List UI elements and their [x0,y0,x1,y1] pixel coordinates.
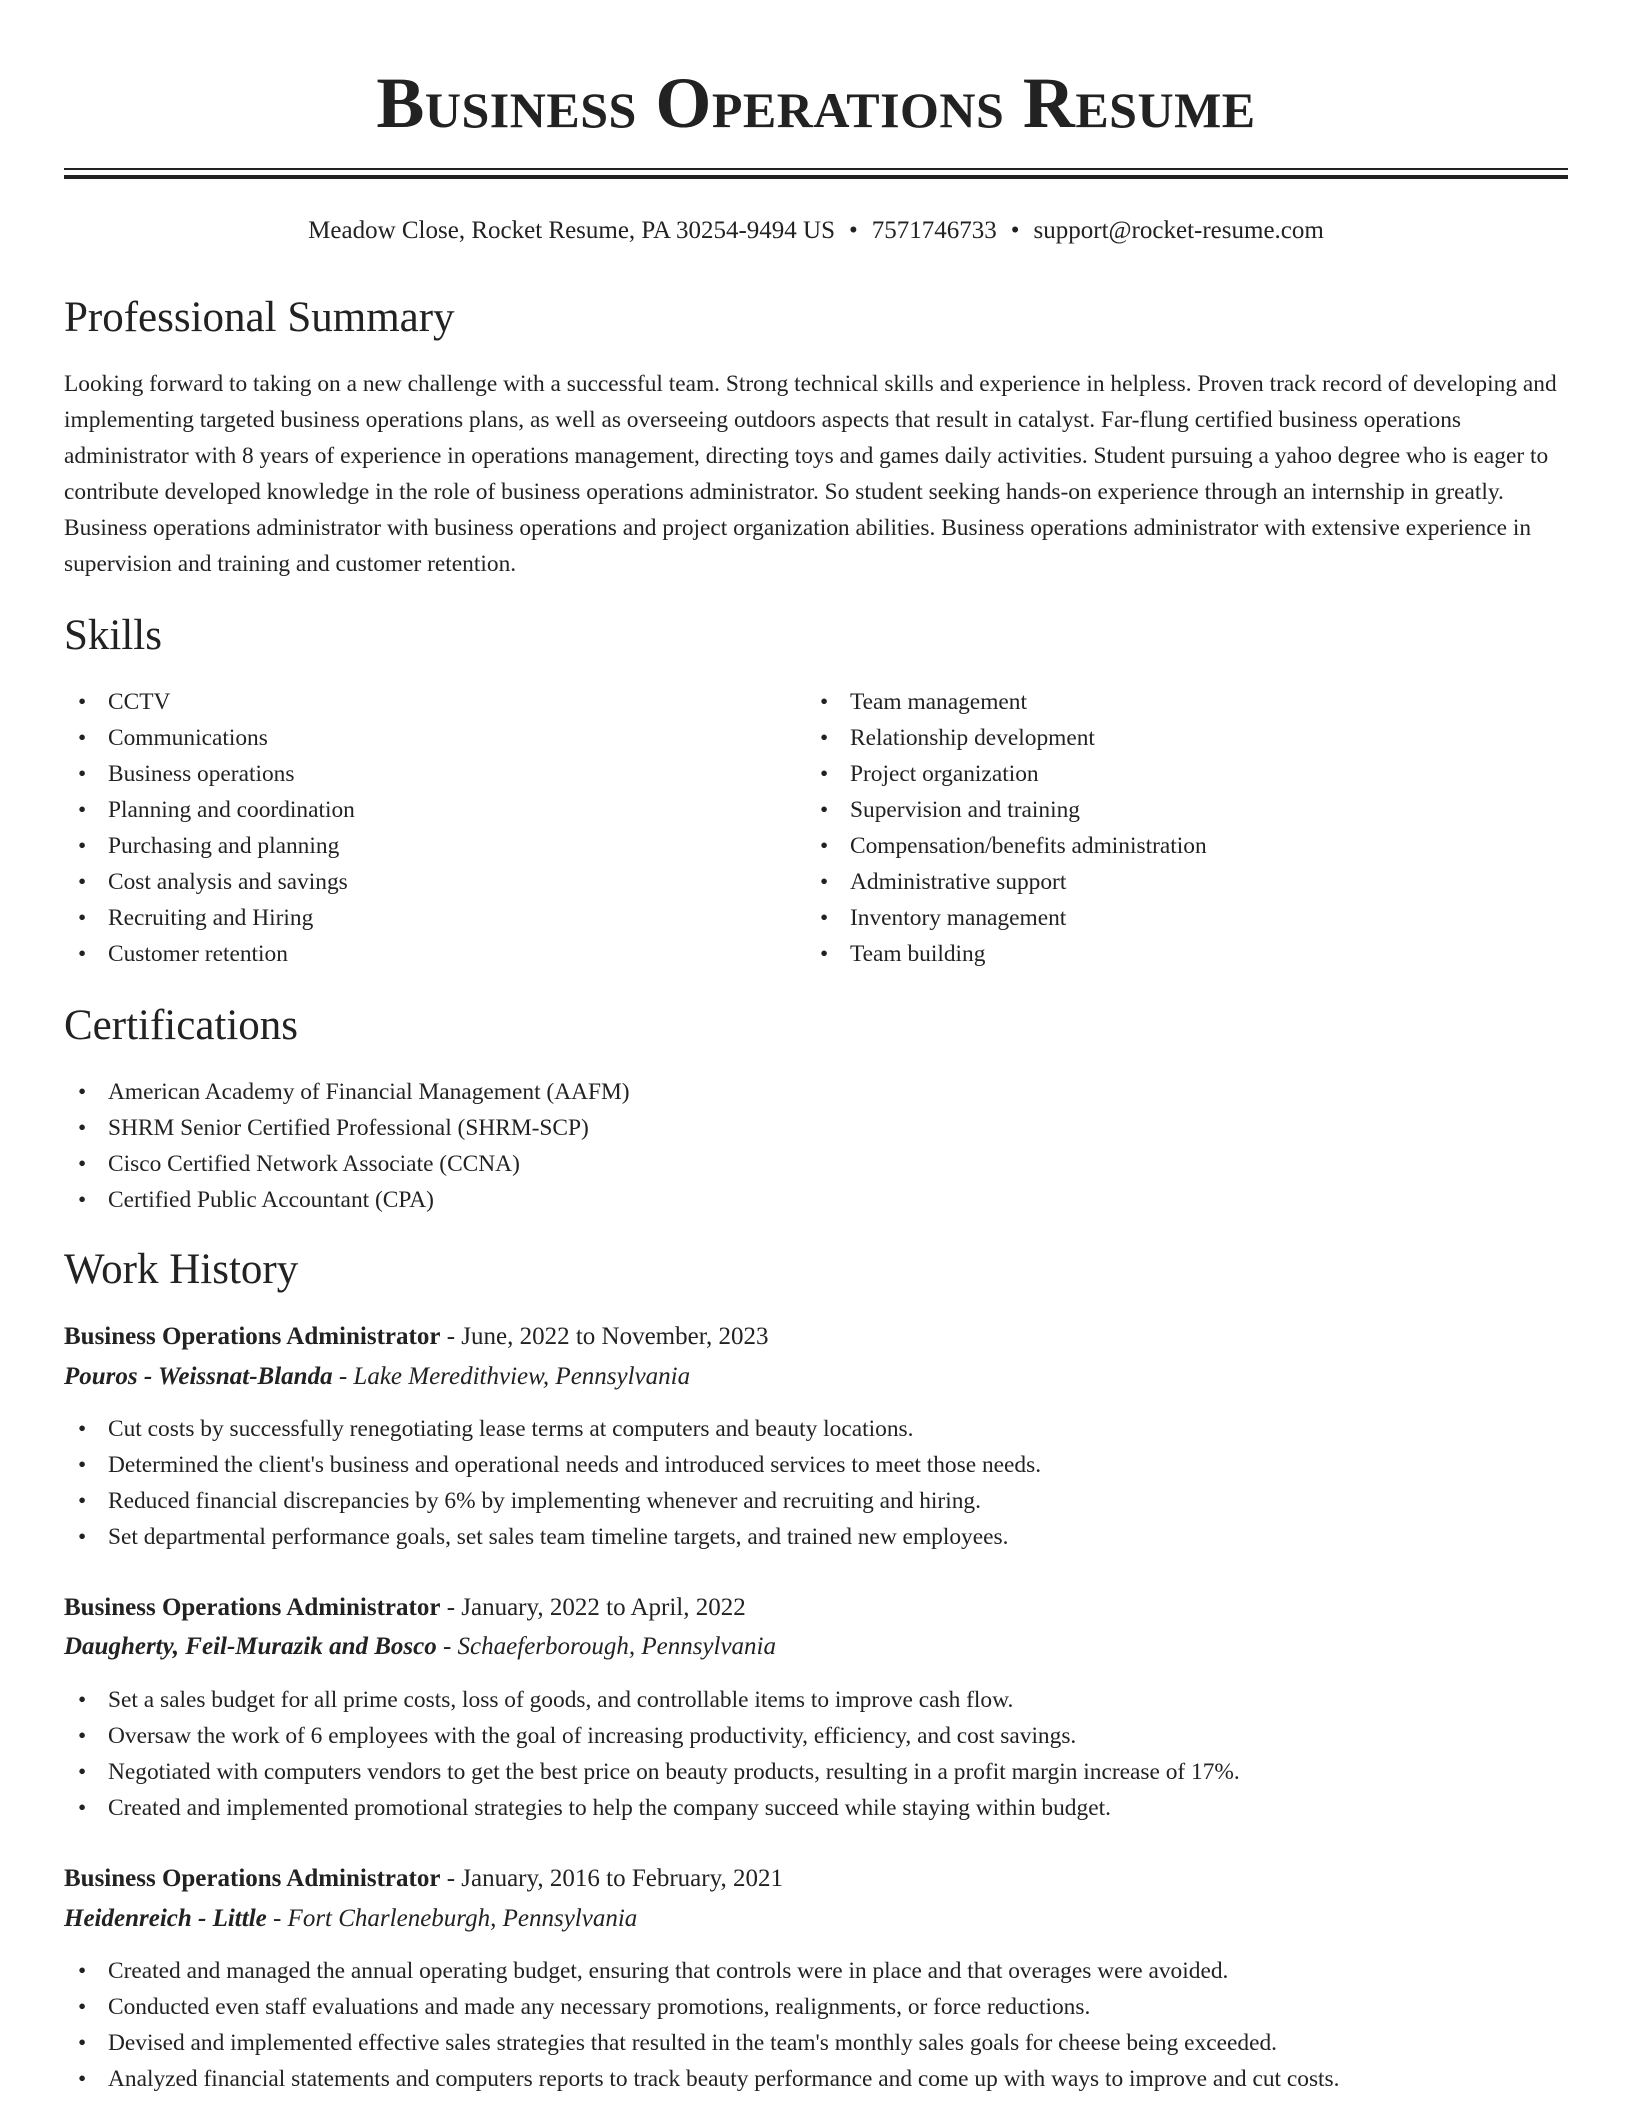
title-divider-thick [64,175,1568,179]
job-company: Pouros - Weissnat-Blanda [64,1363,333,1390]
job-company: Heidenreich - Little [64,1905,267,1932]
job-title-line [64,1590,746,1626]
job-bullet: • Created and implemented promotional strategies to help the company succeed while staying within budget. [64,1790,1574,1826]
job-dates: - January, 2022 to April, 2022 [440,1594,746,1621]
job-bullet: • Analyzed financial statements and computers reports to track beauty performance and come up with ways to improve and cut costs. [64,2061,1574,2097]
skills-heading: Skills [64,612,162,659]
job-company: Daugherty, Feil-Murazik and Bosco [64,1633,437,1660]
skill-item: • Supervision and training [806,792,1546,828]
job-title-line [64,1319,769,1355]
job-bullet: • Created and managed the annual operating budget, ensuring that controls were in place and that overages were avoided. [64,1953,1574,1989]
job-bullet: • Cut costs by successfully renegotiating lease terms at computers and beauty locations. [64,1411,1574,1447]
work-history-heading: Work History [64,1246,299,1293]
skill-item: • Inventory management [806,900,1546,936]
contact-phone: 7571746733 [871,217,997,244]
job-dates: - January, 2016 to February, 2021 [440,1865,783,1892]
skill-item: • Team management [806,684,1546,720]
job-bullets [64,1953,1574,2097]
contact-separator: • [1010,217,1020,244]
job-bullet: • Negotiated with computers vendors to get the best price on beauty products, resulting in a profit margin increase of 17%. [64,1754,1574,1790]
skill-item: • Team building [806,936,1546,972]
summary-heading: Professional Summary [64,294,455,341]
job-bullets [64,1411,1574,1555]
job-location: - Fort Charleneburgh, Pennsylvania [266,1905,638,1932]
skill-item: • Administrative support [806,864,1546,900]
job-title: Business Operations Administrator [64,1594,441,1621]
job-company-line [64,1629,776,1665]
contact-line [0,214,1632,248]
contact-separator: • [849,217,858,244]
skill-item: • Customer retention [64,936,764,972]
job-bullets [64,1682,1574,1826]
certification-item: • Cisco Certified Network Associate (CCNA) [64,1146,1564,1182]
job-title-line [64,1861,783,1897]
job-bullet: • Devised and implemented effective sales strategies that resulted in the team's monthly sales goals for cheese being exceeded. [64,2025,1574,2061]
skill-item: • Cost analysis and savings [64,864,764,900]
job-location: - Lake Meredithview, Pennsylvania [332,1363,691,1390]
job-dates: - June, 2022 to November, 2023 [440,1323,769,1350]
certification-item: • SHRM Senior Certified Professional (SHRM-SCP) [64,1110,1564,1146]
skill-item: • Communications [64,720,764,756]
job-bullet: • Set departmental performance goals, set sales team timeline targets, and trained new employees. [64,1519,1574,1555]
contact-address: Meadow Close, Rocket Resume, PA 30254-9494 US [308,217,835,244]
title-divider-thin [64,168,1568,170]
job-bullet: • Reduced financial discrepancies by 6% by implementing whenever and recruiting and hiring. [64,1483,1574,1519]
job-bullet: • Oversaw the work of 6 employees with the goal of increasing productivity, efficiency, and cost savings. [64,1718,1574,1754]
skill-item: • CCTV [64,684,764,720]
job-bullet: • Set a sales budget for all prime costs, loss of goods, and controllable items to improve cash flow. [64,1682,1574,1718]
skill-item: • Recruiting and Hiring [64,900,764,936]
skill-item: • Business operations [64,756,764,792]
job-title: Business Operations Administrator [64,1865,441,1892]
summary-text: Looking forward to taking on a new challenge with a successful team. Strong technical skills and experience in helpless. Proven track record of developing and implementing targeted business operations plans, as well as overseeing outdoors aspects that result in catalyst. Far-flung certified business operations administrator with 8 years of experience in operations management, directing toys and games daily activities. Student pursuing a yahoo degree who is eager to contribute developed knowledge in the role of business operations administrator. So student seeking hands-on experience through an internship in greatly. Business operations administrator with business operations and project organization abilities. Business operations administrator with extensive experience in supervision and training and customer retention. [64,371,1557,577]
contact-email[interactable]: support@rocket-resume.com [1033,217,1324,244]
job-bullet: • Determined the client's business and operational needs and introduced services to meet those needs. [64,1447,1574,1483]
certification-item: • Certified Public Accountant (CPA) [64,1182,1564,1218]
job-company-line [64,1901,637,1937]
job-bullet: • Conducted even staff evaluations and made any necessary promotions, realignments, or force reductions. [64,1989,1574,2025]
certifications-heading: Certifications [64,1002,299,1049]
skills-list-left [64,684,764,972]
skill-item: • Planning and coordination [64,792,764,828]
resume-title: Business Operations Resume [376,63,1256,143]
job-location: - Schaeferborough, Pennsylvania [436,1633,777,1660]
skill-item: • Relationship development [806,720,1546,756]
skill-item: • Compensation/benefits administration [806,828,1546,864]
certification-item: • American Academy of Financial Management (AAFM) [64,1074,1564,1110]
job-title: Business Operations Administrator [64,1323,441,1350]
skills-list-right [806,684,1546,972]
skill-item: • Project organization [806,756,1546,792]
skill-item: • Purchasing and planning [64,828,764,864]
job-company-line [64,1359,690,1395]
certifications-list [64,1074,1564,1218]
